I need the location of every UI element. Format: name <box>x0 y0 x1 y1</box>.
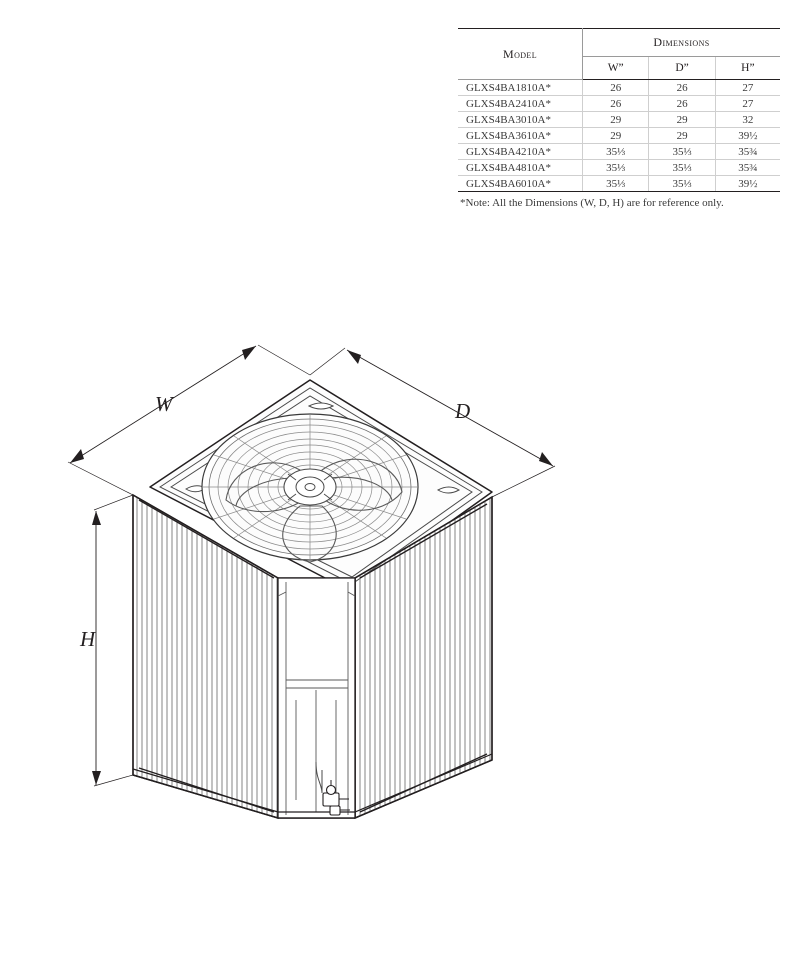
cell-depth: 26 <box>649 96 715 112</box>
cell-depth: 35⅓ <box>649 176 715 192</box>
cell-width: 26 <box>583 80 649 96</box>
table-note: *Note: All the Dimensions (W, D, H) are for reference only. <box>460 197 724 209</box>
cell-height: 35¾ <box>715 144 780 160</box>
cell-width: 35⅓ <box>583 144 649 160</box>
header-dimensions: Dimensions <box>583 29 781 57</box>
cell-height: 27 <box>715 80 780 96</box>
cell-height: 35¾ <box>715 160 780 176</box>
dimension-label-d: D <box>455 399 471 423</box>
cell-height: 39½ <box>715 128 780 144</box>
cell-height: 39½ <box>715 176 780 192</box>
cell-model: GLXS4BA1810A* <box>458 80 583 96</box>
cell-depth: 29 <box>649 128 715 144</box>
cell-depth: 35⅓ <box>649 144 715 160</box>
cell-model: GLXS4BA6010A* <box>458 176 583 192</box>
cell-model: GLXS4BA3010A* <box>458 112 583 128</box>
subheader-depth: D” <box>649 57 715 80</box>
cell-model: GLXS4BA3610A* <box>458 128 583 144</box>
fan-grille <box>202 414 418 562</box>
cell-width: 35⅓ <box>583 176 649 192</box>
cell-model: GLXS4BA4210A* <box>458 144 583 160</box>
dimension-label-w: W <box>155 392 173 416</box>
header-model: Model <box>458 29 583 80</box>
cell-height: 32 <box>715 112 780 128</box>
cell-width: 29 <box>583 128 649 144</box>
cell-height: 27 <box>715 96 780 112</box>
dimension-label-h: H <box>80 627 96 651</box>
cell-depth: 29 <box>649 112 715 128</box>
service-panel <box>278 578 355 818</box>
cell-model: GLXS4BA4810A* <box>458 160 583 176</box>
subheader-height: H” <box>715 57 780 80</box>
cell-width: 26 <box>583 96 649 112</box>
subheader-width: W” <box>583 57 649 80</box>
cell-depth: 26 <box>649 80 715 96</box>
cell-width: 35⅓ <box>583 160 649 176</box>
cell-depth: 35⅓ <box>649 160 715 176</box>
cell-model: GLXS4BA2410A* <box>458 96 583 112</box>
cell-width: 29 <box>583 112 649 128</box>
